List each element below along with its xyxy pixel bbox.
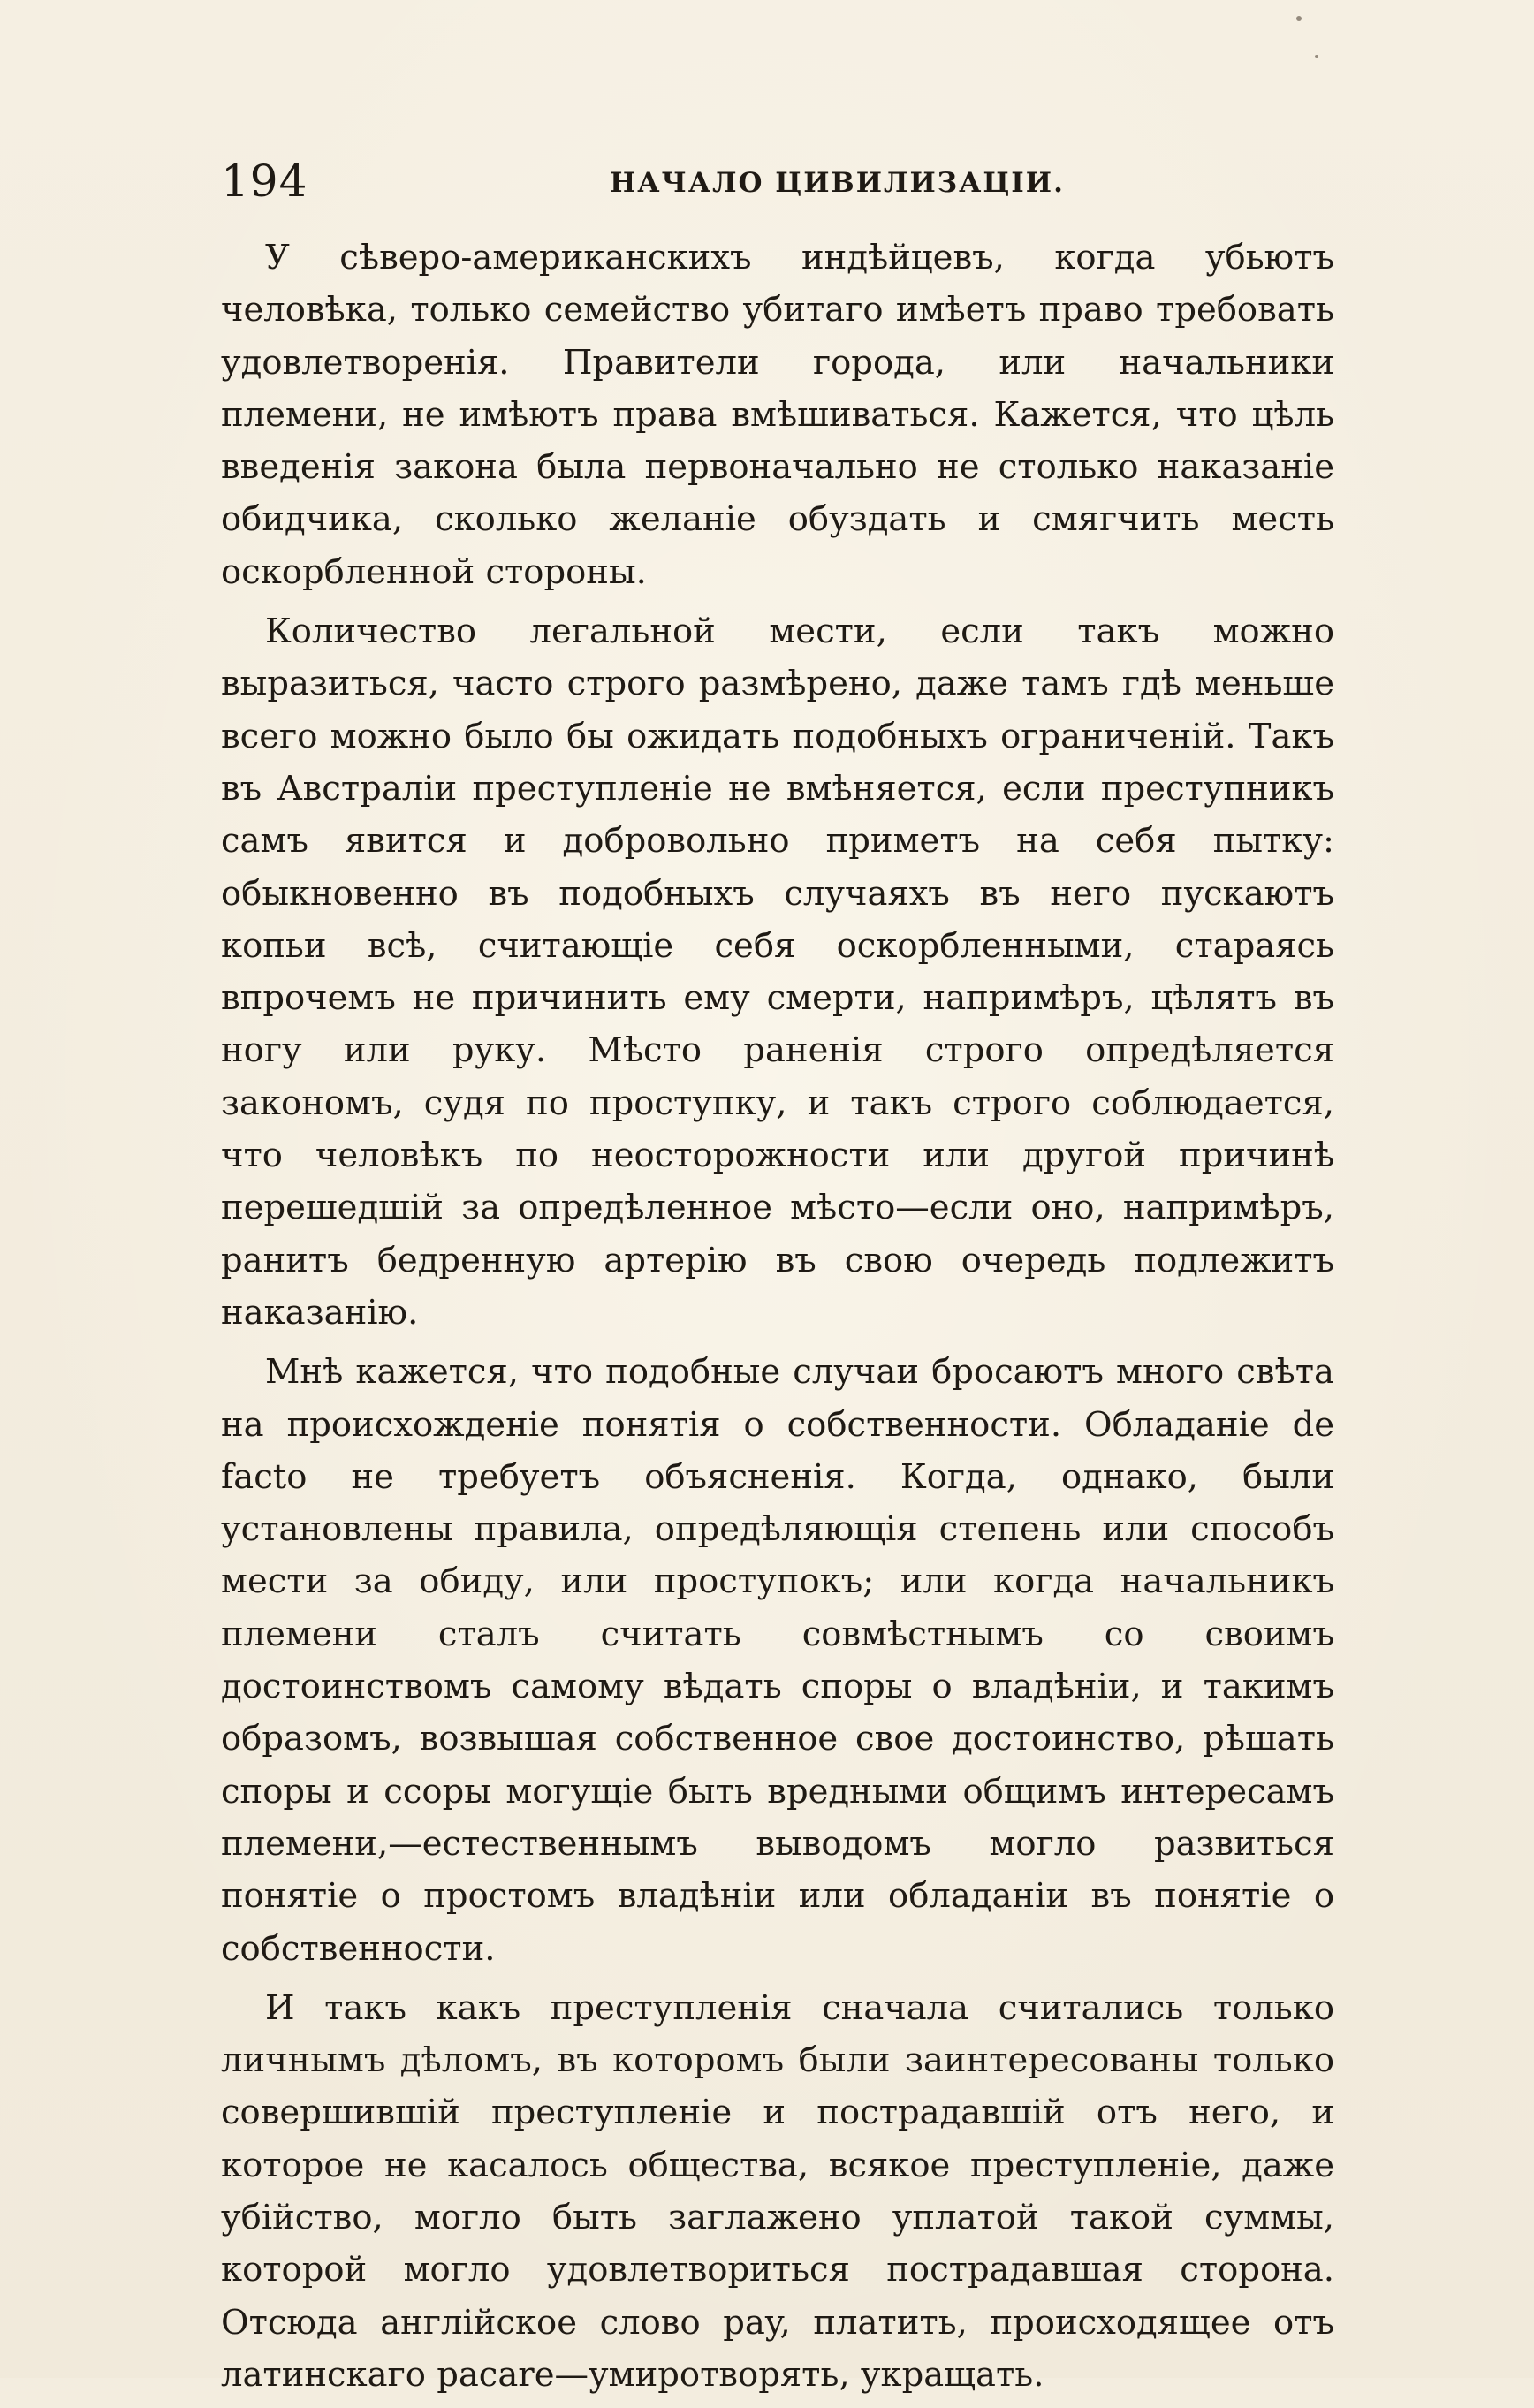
paragraph-1: У сѣверо-американскихъ индѣйцевъ, когда убьютъ человѣка, только семейство убитаго имѣетъ право требовать удовлетворенія. Правители города, или начальники племени, не имѣютъ права вмѣшиваться. Кажется, что цѣль введенія закона была первоначально не столько наказаніе обидчика, сколько желаніе обуздать и смягчить месть оскорбленной стороны. <box>221 238 1334 592</box>
paragraph-4: И такъ какъ преступленія сначала считались только личнымъ дѣломъ, въ которомъ были заинтересованы только совершившій преступленіе и пострадавшій отъ него, и которое не касалось общества, всякое преступленіе, даже убійство, могло быть заглажено уплатой такой суммы, которой могло удовлетвориться пострадавшая сторона. Отсюда англійское слово pay, платить, происходящее отъ латинскаго pacare—умиротворять, укращать. <box>221 1987 1334 2395</box>
page-number: 194 <box>221 156 308 207</box>
paragraph-3: Мнѣ кажется, что подобные случаи бросаютъ много свѣта на происхожденіе понятія о собственности. Обладаніе de facto не требуетъ объясненія. Когда, однако, были установлены правила, опредѣляющія степень или способъ мести за обиду, или проступокъ; или когда начальникъ племени сталъ считать совмѣстнымъ со своимъ достоинствомъ самому вѣдать споры о владѣніи, и такимъ образомъ, возвышая собственное свое достоинство, рѣшать споры и ссоры могущіе быть вредными общимъ интересамъ племени,—естественнымъ выводомъ могло развиться понятіе о простомъ владѣніи или обладаніи въ понятіе о собственности. <box>221 1352 1334 1969</box>
print-speck <box>1315 55 1318 58</box>
page-header <box>221 150 1334 212</box>
paragraph-2: Количество легальной мести, если такъ можно выразиться, часто строго размѣрено, даже тамъ гдѣ меньше всего можно было бы ожидать подобныхъ ограниченій. Такъ въ Австраліи преступленіе не вмѣняется, если преступникъ самъ явится и добровольно приметъ на себя пытку: обыкновенно въ подобныхъ случаяхъ въ него пускаютъ копьи всѣ, считающіе себя оскорбленными, стараясь впрочемъ не причинить ему смерти, напримѣръ, цѣлятъ въ ногу или руку. Мѣсто раненія строго опредѣляется закономъ, судя по проступку, и такъ строго соблюдается, что человѣкъ по неосторожности или другой причинѣ перешедшій за опредѣленное мѣсто—если оно, напримѣръ, ранитъ бедренную артерію въ свою очередь подлежитъ наказанію. <box>221 611 1334 1333</box>
print-speck <box>1296 16 1302 21</box>
running-head: НАЧАЛО ЦИВИЛИЗАЦIИ. <box>610 167 1065 199</box>
page-body <box>221 232 1334 2408</box>
